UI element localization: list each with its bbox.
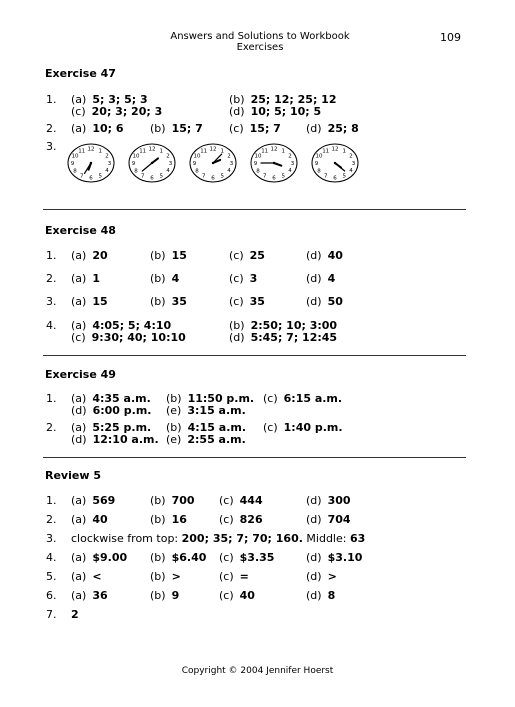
item-number: 1. (46, 392, 57, 405)
answer-4d: (d) $3.10 (306, 551, 363, 564)
clock-numeral: 9 (253, 161, 258, 167)
clock-numeral: 2 (166, 153, 170, 160)
clock-face-1 (66, 143, 116, 183)
clock-center (334, 162, 336, 164)
answer-3d: (d) 50 (306, 295, 343, 308)
clock-numeral: 4 (166, 168, 170, 175)
clock-numeral: 2 (105, 153, 109, 160)
item-number: 3. (46, 295, 57, 308)
exercise-49-title: Exercise 49 (45, 368, 116, 381)
answer-6c: (c) 40 (219, 589, 255, 602)
clock-numeral: 12 (270, 146, 278, 153)
item-number: 2. (46, 421, 57, 434)
clock-center (212, 162, 214, 164)
answer-1d: (d) 300 (306, 494, 351, 507)
item-number: 4. (46, 319, 57, 332)
clock-numeral: 6 (89, 175, 93, 182)
answer-3b: (b) 35 (150, 295, 187, 308)
clock-numeral: 6 (272, 175, 276, 182)
answer-2d: (d) 4 (306, 272, 336, 285)
answer-6d: (d) 8 (306, 589, 336, 602)
clock-numeral: 12 (209, 146, 217, 153)
answer-4a: (a) 4:05; 5; 4:10 (71, 319, 172, 332)
running-header: Answers and Solutions to Workbook Exercises (170, 31, 350, 53)
clock-numeral: 11 (139, 148, 147, 155)
answer-4d: (d) 5:45; 7; 12:45 (229, 331, 338, 344)
answer-1b: (b) 25; 12; 25; 12 (229, 93, 337, 106)
clock-numeral: 3 (229, 161, 234, 167)
clock-numeral: 9 (314, 161, 319, 167)
clock-center (151, 162, 153, 164)
answer-4b: (b) $6.40 (150, 551, 207, 564)
clock-face-3 (188, 143, 238, 183)
clock-numeral: 1 (159, 148, 164, 155)
answer-1c: (c) 20; 3; 20; 3 (71, 105, 163, 118)
clock-numeral: 8 (317, 168, 321, 175)
answer-7: 2 (71, 608, 79, 621)
answer-5a: (a) < (71, 570, 102, 583)
item-number: 2. (46, 122, 57, 135)
exercise-48-title: Exercise 48 (45, 224, 116, 237)
clock-numeral: 3 (168, 161, 173, 167)
clock-numeral: 1 (342, 148, 347, 155)
clock-center (273, 162, 275, 164)
clock-numeral: 5 (281, 173, 286, 180)
clock-numeral: 8 (195, 168, 199, 175)
clock-numeral: 7 (201, 173, 206, 180)
item-number: 2. (46, 513, 57, 526)
clock-numeral: 12 (148, 146, 156, 153)
section-divider (43, 355, 466, 356)
answer-2b: (b) 16 (150, 513, 187, 526)
answer-1a: (a) 20 (71, 249, 108, 262)
answer-3: clockwise from top: 200; 35; 7; 70; 160. Middle: 63 (71, 532, 366, 545)
answer-6b: (b) 9 (150, 589, 180, 602)
clock-numeral: 12 (331, 146, 339, 153)
clock-numeral: 9 (192, 161, 197, 167)
answer-2c: (c) 3 (229, 272, 258, 285)
answer-2a: (a) 1 (71, 272, 100, 285)
clock-numeral: 10 (315, 153, 323, 160)
clock-numeral: 7 (79, 173, 84, 180)
answer-1d: (d) 40 (306, 249, 343, 262)
answer-4b: (b) 2:50; 10; 3:00 (229, 319, 338, 332)
answer-2d: (d) 12:10 a.m. (71, 433, 159, 446)
answer-2b: (b) 15; 7 (150, 122, 203, 135)
clock-numeral: 4 (288, 168, 292, 175)
answer-1d: (d) 10; 5; 10; 5 (229, 105, 322, 118)
answer-4c: (c) 9:30; 40; 10:10 (71, 331, 186, 344)
clock-numeral: 2 (288, 153, 292, 160)
clock-numeral: 10 (132, 153, 140, 160)
answer-1c: (c) 6:15 a.m. (263, 392, 343, 405)
clock-numeral: 10 (254, 153, 262, 160)
item-number: 4. (46, 551, 57, 564)
clock-numeral: 5 (342, 173, 347, 180)
exercise-47-title: Exercise 47 (45, 67, 116, 80)
item-number: 6. (46, 589, 57, 602)
section-divider (43, 457, 466, 458)
clock-numeral: 3 (107, 161, 112, 167)
answer-1c: (c) 25 (229, 249, 265, 262)
answer-2b: (b) 4:15 a.m. (166, 421, 247, 434)
item-number: 5. (46, 570, 57, 583)
answer-5c: (c) = (219, 570, 249, 583)
answer-2a: (a) 10; 6 (71, 122, 124, 135)
clock-numeral: 5 (98, 173, 103, 180)
item-number: 1. (46, 494, 57, 507)
clock-face-4 (249, 143, 299, 183)
clock-numeral: 1 (98, 148, 103, 155)
item-number: 3. (46, 532, 57, 545)
clock-numeral: 7 (140, 173, 145, 180)
clock-numeral: 6 (211, 175, 215, 182)
clock-numeral: 4 (349, 168, 353, 175)
answer-6a: (a) 36 (71, 589, 108, 602)
clock-numeral: 6 (150, 175, 154, 182)
clock-numeral: 4 (105, 168, 109, 175)
clock-numeral: 2 (349, 153, 353, 160)
clock-numeral: 5 (220, 173, 225, 180)
item-number: 7. (46, 608, 57, 621)
clock-numeral: 11 (200, 148, 208, 155)
clock-numeral: 8 (256, 168, 260, 175)
answer-1a: (a) 569 (71, 494, 116, 507)
clock-center (90, 162, 92, 164)
page-number: 109 (440, 31, 461, 44)
answer-2d: (d) 25; 8 (306, 122, 359, 135)
answer-2e: (e) 2:55 a.m. (166, 433, 246, 446)
clock-numeral: 5 (159, 173, 164, 180)
answer-5d: (d) > (306, 570, 337, 583)
answer-2c: (c) 826 (219, 513, 263, 526)
clock-numeral: 9 (131, 161, 136, 167)
clock-numeral: 3 (351, 161, 356, 167)
answer-2d: (d) 704 (306, 513, 351, 526)
clock-numeral: 8 (134, 168, 138, 175)
answer-3a: (a) 15 (71, 295, 108, 308)
answer-4c: (c) $3.35 (219, 551, 275, 564)
clock-numeral: 7 (262, 173, 267, 180)
clock-numeral: 1 (220, 148, 225, 155)
clock-numeral: 4 (227, 168, 231, 175)
answer-1b: (b) 11:50 p.m. (166, 392, 255, 405)
answer-2a: (a) 5:25 p.m. (71, 421, 152, 434)
clock-numeral: 7 (323, 173, 328, 180)
answer-2a: (a) 40 (71, 513, 108, 526)
clock-numeral: 10 (71, 153, 79, 160)
answer-4a: (a) $9.00 (71, 551, 128, 564)
section-divider (43, 209, 466, 210)
clock-numeral: 2 (227, 153, 231, 160)
answer-1c: (c) 444 (219, 494, 263, 507)
answer-1b: (b) 15 (150, 249, 187, 262)
clock-numeral: 11 (78, 148, 86, 155)
clock-numeral: 8 (73, 168, 77, 175)
clock-face-2 (127, 143, 177, 183)
copyright-footer: Copyright © 2004 Jennifer Hoerst (181, 666, 334, 676)
clock-numeral: 1 (281, 148, 286, 155)
answer-1d: (d) 6:00 p.m. (71, 404, 152, 417)
clock-numeral: 3 (290, 161, 295, 167)
item-number: 1. (46, 249, 57, 262)
clock-numeral: 11 (322, 148, 330, 155)
review-5-title: Review 5 (45, 469, 101, 482)
item-number: 1. (46, 93, 57, 106)
clock-numeral: 10 (193, 153, 201, 160)
clock-row (66, 143, 366, 183)
answer-2c: (c) 15; 7 (229, 122, 281, 135)
answer-3c: (c) 35 (229, 295, 265, 308)
answer-1b: (b) 700 (150, 494, 195, 507)
item-number: 3. (46, 140, 57, 153)
clock-numeral: 12 (87, 146, 95, 153)
clock-face-5 (310, 143, 360, 183)
answer-1e: (e) 3:15 a.m. (166, 404, 246, 417)
clock-numeral: 11 (261, 148, 269, 155)
clock-numeral: 9 (70, 161, 75, 167)
answer-1a: (a) 5; 3; 5; 3 (71, 93, 148, 106)
item-number: 2. (46, 272, 57, 285)
answer-1a: (a) 4:35 a.m. (71, 392, 151, 405)
answer-2c: (c) 1:40 p.m. (263, 421, 343, 434)
answer-2b: (b) 4 (150, 272, 180, 285)
clock-numeral: 6 (333, 175, 337, 182)
answer-5b: (b) > (150, 570, 181, 583)
